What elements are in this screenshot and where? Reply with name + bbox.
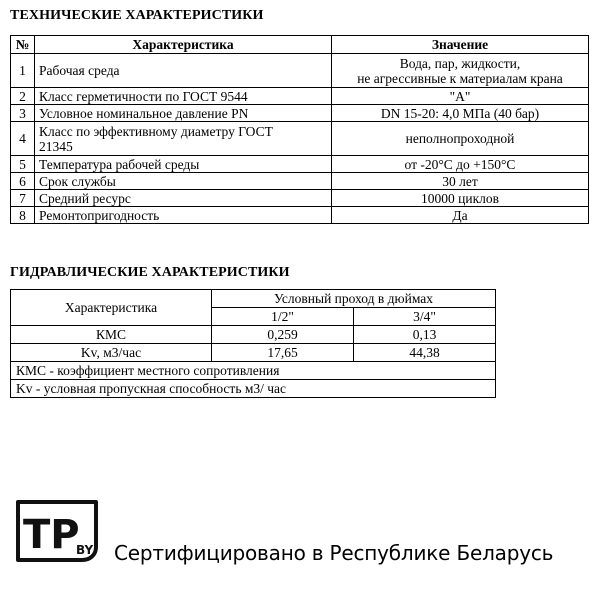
hydro-section-title: ГИДРАВЛИЧЕСКИЕ ХАРАКТЕРИСТИКИ: [10, 265, 290, 280]
row-characteristic: Класс герметичности по ГОСТ 9544: [35, 88, 332, 105]
technical-specs-table: [10, 35, 589, 224]
row-number: 3: [11, 105, 35, 122]
row-number: 1: [11, 54, 35, 88]
logo-by-text: BY: [76, 543, 94, 557]
certification-text: Сертифицировано в Республике Беларусь: [114, 541, 554, 565]
table-header-row: [11, 290, 496, 308]
logo-tr-text: ТР: [23, 512, 80, 558]
tech-section-title: ТЕХНИЧЕСКИЕ ХАРАКТЕРИСТИКИ: [10, 8, 264, 23]
row-value: 44,38: [354, 344, 496, 362]
row-number: 2: [11, 88, 35, 105]
table-header-row: [11, 36, 589, 54]
row-value: [332, 54, 589, 88]
table-row: [11, 88, 589, 105]
row-characteristic: Ремонтопригодность: [35, 207, 332, 224]
table-note-row: [11, 362, 496, 380]
table-row: [11, 156, 589, 173]
row-value: "А": [332, 88, 589, 105]
row-characteristic: Срок службы: [35, 173, 332, 190]
row-value: от -20°С до +150°С: [332, 156, 589, 173]
row-label: КМС: [11, 326, 212, 344]
table-row: [11, 173, 589, 190]
row-number: 5: [11, 156, 35, 173]
header-value: Значение: [332, 36, 589, 54]
row-value: 0,259: [212, 326, 354, 344]
row-value-line: Вода, пар, жидкости,: [399, 55, 521, 71]
table-row: [11, 105, 589, 122]
header-nominal-size: Условный проход в дюймах: [212, 290, 496, 308]
row-characteristic-line: 21345: [39, 138, 73, 154]
row-characteristic: Температура рабочей среды: [35, 156, 332, 173]
row-characteristic-line: Класс по эффективному диаметру ГОСТ: [39, 123, 273, 139]
row-value: 10000 циклов: [332, 190, 589, 207]
row-characteristic: [35, 122, 332, 156]
table-row: [11, 326, 496, 344]
row-number: 7: [11, 190, 35, 207]
header-size: 1/2": [212, 308, 354, 326]
row-characteristic: Рабочая среда: [35, 54, 332, 88]
tr-by-certification-logo: [14, 500, 100, 562]
header-num: №: [11, 36, 35, 54]
row-value: 0,13: [354, 326, 496, 344]
row-characteristic: Средний ресурс: [35, 190, 332, 207]
row-number: 8: [11, 207, 35, 224]
row-value: DN 15-20: 4,0 МПа (40 бар): [332, 105, 589, 122]
footnote: КМС - коэффициент местного сопротивления: [11, 362, 496, 380]
row-characteristic: Условное номинальное давление PN: [35, 105, 332, 122]
table-row: [11, 54, 589, 88]
table-row: [11, 190, 589, 207]
table-row: [11, 207, 589, 224]
row-value: 17,65: [212, 344, 354, 362]
table-note-row: [11, 380, 496, 398]
row-value: неполнопроходной: [332, 122, 589, 156]
header-characteristic: Характеристика: [11, 290, 212, 326]
row-value: Да: [332, 207, 589, 224]
header-size: 3/4": [354, 308, 496, 326]
row-number: 6: [11, 173, 35, 190]
row-number: 4: [11, 122, 35, 156]
table-row: [11, 344, 496, 362]
row-value: 30 лет: [332, 173, 589, 190]
table-row: [11, 122, 589, 156]
footnote: Kv - условная пропускная способность м3/ час: [11, 380, 496, 398]
row-value-line: не агрессивные к материалам крана: [357, 70, 563, 86]
header-characteristic: Характеристика: [35, 36, 332, 54]
hydraulic-specs-table: [10, 289, 496, 398]
row-label: Kv, м3/час: [11, 344, 212, 362]
